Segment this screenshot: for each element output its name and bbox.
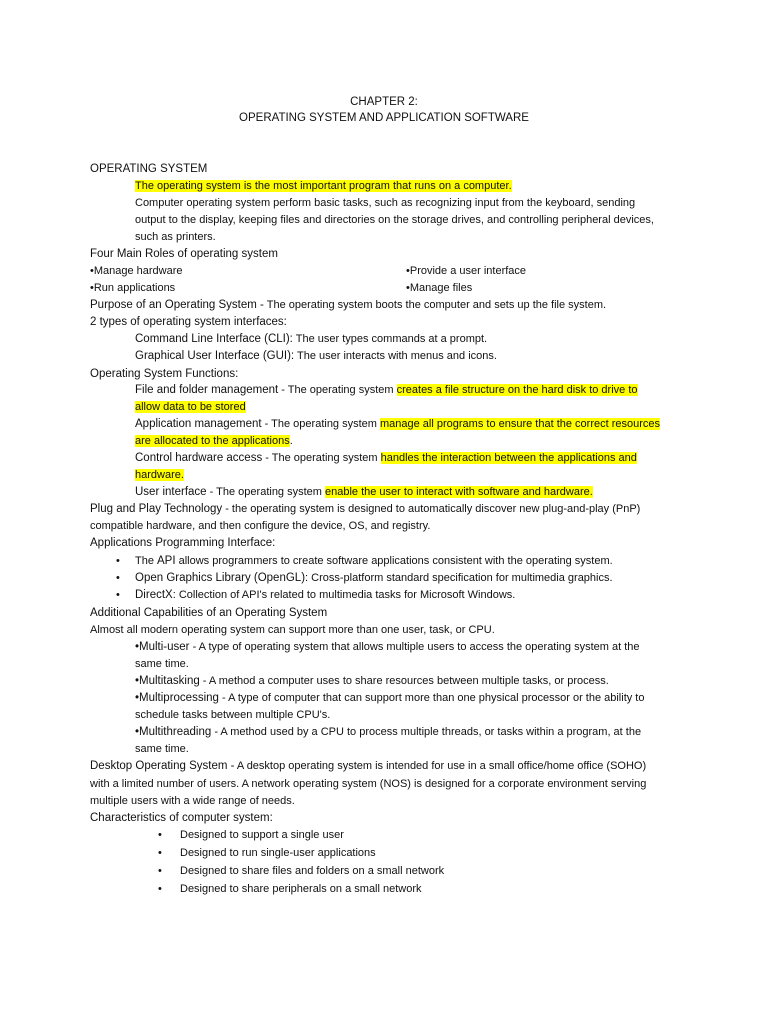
api-item-2-text: : Cross-platform standard specification for multimedia graphics. (305, 572, 613, 584)
api-item-1 (135, 553, 613, 570)
hw-access-line-2 (135, 467, 184, 484)
multiprocessing-line-2: schedule tasks between multiple CPU's. (135, 709, 331, 721)
multiprocessing-text: - A type of computer that can support more than one physical processor or the ability to (218, 692, 645, 704)
api-item-3-text: : Collection of API's related to multimedia tasks for Microsoft Windows. (172, 589, 516, 601)
api-heading: Applications Programming Interface: (90, 537, 276, 549)
role-item: •Manage hardware (90, 265, 183, 277)
file-mgmt-term: File and folder management (135, 384, 279, 396)
purpose-term: Purpose of an Operating System - (90, 299, 264, 311)
app-mgmt-text: - The operating system (261, 418, 380, 430)
ui-term: User interface (135, 486, 207, 498)
pnp-line-1 (90, 501, 640, 518)
os-desc-line-1: Computer operating system perform basic tasks, such as recognizing input from the keyboard, sending (135, 197, 636, 209)
file-mgmt-line-1 (135, 382, 638, 399)
bullet: • (116, 555, 120, 567)
app-mgmt-highlight: manage all programs to ensure that the correct resources (380, 418, 661, 430)
multitasking-line (135, 673, 609, 690)
hw-access-line-1 (135, 450, 637, 467)
os-desc-line-2: output to the display, keeping files and directories on the storage drives, and controlling peripheral devices, (135, 214, 654, 226)
desktop-os-term: Desktop Operating System - (90, 760, 235, 772)
api-item-1-pre: The (135, 555, 158, 567)
desktop-os-line-1 (90, 758, 646, 775)
interfaces-heading: 2 types of operating system interfaces: (90, 316, 287, 328)
directx-term: DirectX (135, 589, 173, 601)
capabilities-heading: Additional Capabilities of an Operating System (90, 607, 328, 619)
cli-term: Command Line Interface (CLI): (135, 333, 293, 345)
multi-user-line-2: same time. (135, 658, 189, 670)
cli-line (135, 331, 487, 348)
gui-line (135, 348, 497, 365)
ui-highlight: enable the user to interact with software and hardware. (325, 486, 593, 498)
cli-text: The user types commands at a prompt. (292, 333, 488, 345)
chapter-title: OPERATING SYSTEM AND APPLICATION SOFTWARE (239, 112, 529, 124)
bullet: • (158, 883, 162, 895)
bullet: • (158, 847, 162, 859)
list-item: Designed to support a single user (180, 829, 344, 841)
role-item: •Provide a user interface (406, 265, 527, 277)
role-item: •Manage files (406, 282, 473, 294)
pnp-line-2: compatible hardware, and then configure the device, OS, and registry. (90, 520, 431, 532)
os-heading: OPERATING SYSTEM (90, 163, 208, 175)
ui-line (135, 484, 593, 501)
multithreading-line-1 (135, 724, 641, 741)
api-term: API (157, 555, 176, 567)
bullet: • (116, 589, 120, 601)
file-mgmt-text: - The operating system (278, 384, 397, 396)
multithreading-term: •Multithreading (135, 726, 212, 738)
pnp-term: Plug and Play Technology (90, 503, 223, 515)
list-item: Designed to share peripherals on a small network (180, 883, 422, 895)
bullet: • (116, 572, 120, 584)
roles-heading: Four Main Roles of operating system (90, 248, 278, 260)
ui-text: - The operating system (206, 486, 325, 498)
opengl-term: Open Graphics Library (OpenGL) (135, 572, 306, 584)
desktop-os-line-3: multiple users with a wide range of needs. (90, 795, 295, 807)
desktop-os-line-2: with a limited number of users. A network operating system (NOS) is designed for a corporate environment serving (90, 778, 647, 790)
pnp-text: - the operating system is designed to automatically discover new plug-and-play (PnP) (222, 503, 641, 515)
chapter-number: CHAPTER 2: (350, 96, 418, 108)
multitasking-term: •Multitasking (135, 675, 200, 687)
hw-access-highlight: handles the interaction between the applications and (380, 452, 637, 464)
multiprocessing-line-1 (135, 690, 644, 707)
api-item-3 (135, 587, 515, 604)
gui-term: Graphical User Interface (GUI): (135, 350, 295, 362)
purpose-line (90, 297, 606, 314)
multi-user-term: •Multi-user (135, 641, 190, 653)
hw-access-highlight-cont: hardware. (135, 469, 184, 481)
os-definition-line (135, 178, 512, 195)
purpose-text: The operating system boots the computer and sets up the file system. (263, 299, 607, 311)
desktop-os-text: A desktop operating system is intended for use in a small office/home office (SOHO) (234, 760, 647, 772)
file-mgmt-highlight: creates a file structure on the hard disk to drive to (396, 384, 638, 396)
multitasking-text: - A method a computer uses to share resources between multiple tasks, or process. (199, 675, 609, 687)
characteristics-heading: Characteristics of computer system: (90, 812, 273, 824)
multithreading-text: - A method used by a CPU to process multiple threads, or tasks within a program, at the (211, 726, 642, 738)
os-desc-line-3: such as printers. (135, 231, 216, 243)
file-mgmt-line-2 (135, 399, 246, 416)
app-mgmt-line-1 (135, 416, 660, 433)
api-item-2 (135, 570, 613, 587)
bullet: • (158, 865, 162, 877)
app-mgmt-highlight-cont: are allocated to the applications (135, 435, 290, 447)
multi-user-line-1 (135, 639, 640, 656)
role-item: •Run applications (90, 282, 176, 294)
app-mgmt-end: . (289, 435, 293, 447)
list-item: Designed to run single-user applications (180, 847, 376, 859)
multithreading-line-2: same time. (135, 743, 189, 755)
app-mgmt-term: Application management (135, 418, 262, 430)
hw-access-text: - The operating system (262, 452, 381, 464)
highlight-sentence: The operating system is the most important program that runs on a computer. (135, 180, 512, 192)
app-mgmt-line-2 (135, 433, 293, 450)
api-item-1-text: allows programmers to create software applications consistent with the operating system. (175, 555, 613, 567)
multi-user-text: - A type of operating system that allows multiple users to access the operating system at the (189, 641, 640, 653)
hw-access-term: Control hardware access (135, 452, 263, 464)
gui-text: The user interacts with menus and icons. (294, 350, 497, 362)
functions-heading: Operating System Functions: (90, 368, 239, 380)
bullet: • (158, 829, 162, 841)
multiprocessing-term: •Multiprocessing (135, 692, 219, 704)
capabilities-intro: Almost all modern operating system can support more than one user, task, or CPU. (90, 624, 495, 636)
list-item: Designed to share files and folders on a small network (180, 865, 445, 877)
file-mgmt-highlight-cont: allow data to be stored (135, 401, 246, 413)
